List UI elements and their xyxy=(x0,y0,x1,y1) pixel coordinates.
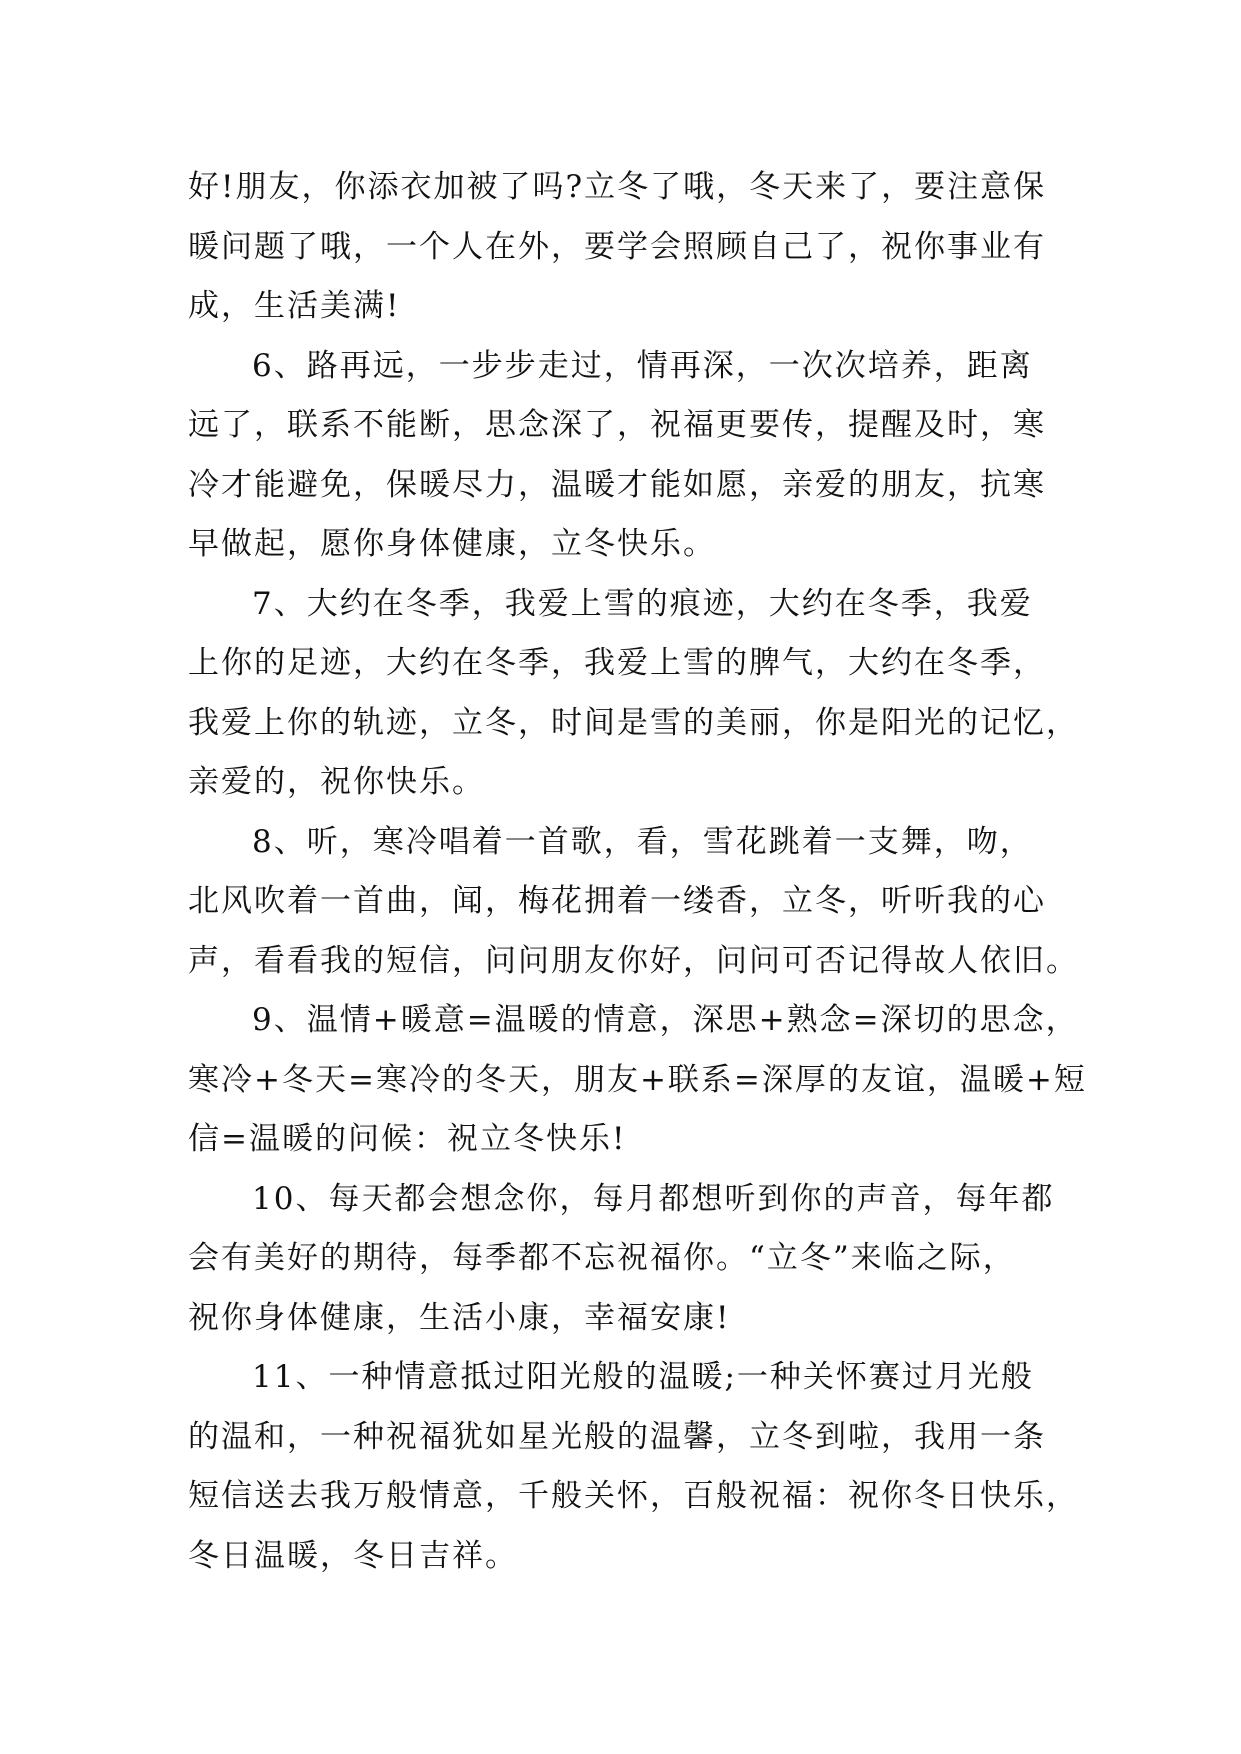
text-line: 成，生活美满! xyxy=(188,288,401,324)
text-line: 会有美好的期待，每季都不忘祝福你。“立冬”来临之际， xyxy=(188,1240,1016,1276)
paragraph-first-line: 9、温情+暖意=温暖的情意，深思+熟念=深切的思念， xyxy=(252,1002,1079,1038)
text-line: 亲爱的，祝你快乐。 xyxy=(188,764,485,800)
paragraph-first-line: 7、大约在冬季，我爱上雪的痕迹，大约在冬季，我爱 xyxy=(252,585,1033,622)
text-line: 北风吹着一首曲，闻，梅花拥着一缕香，立冬，听听我的心 xyxy=(188,883,1046,919)
text-line: 信=温暖的问候：祝立冬快乐! xyxy=(188,1121,627,1157)
paragraph-first-line: 11、一种情意抵过阳光般的温暖;一种关怀赛过月光般 xyxy=(252,1359,1034,1395)
text-line: 声，看看我的短信，问问朋友你好，问问可否记得故人依旧。 xyxy=(188,942,1079,979)
paragraph-first-line: 8、听，寒冷唱着一首歌，看，雪花跳着一支舞，吻， xyxy=(252,823,1033,860)
paragraph-first-line: 6、路再远，一步步走过，情再深，一次次培养，距离 xyxy=(252,347,1033,384)
document-body xyxy=(188,158,1087,1586)
text-line: 冷才能避免，保暖尽力，温暖才能如愿，亲爱的朋友，抗寒 xyxy=(188,466,1046,503)
text-line: 冬日温暖，冬日吉祥。 xyxy=(188,1537,518,1574)
paragraph-first-line: 10、每天都会想念你，每月都想听到你的声音，每年都 xyxy=(252,1180,1055,1217)
text-line: 祝你身体健康，生活小康，幸福安康! xyxy=(188,1299,731,1336)
text-line: 上你的足迹，大约在冬季，我爱上雪的脾气，大约在冬季， xyxy=(188,645,1046,681)
text-line: 早做起，愿你身体健康，立冬快乐。 xyxy=(188,526,716,562)
text-line: 短信送去我万般情意，千般关怀，百般祝福：祝你冬日快乐， xyxy=(188,1478,1079,1514)
text-line: 好!朋友，你添衣加被了吗?立冬了哦，冬天来了，要注意保 xyxy=(188,169,1047,205)
text-line: 远了，联系不能断，思念深了，祝福更要传，提醒及时，寒 xyxy=(188,407,1046,443)
text-line: 我爱上你的轨迹，立冬，时间是雪的美丽，你是阳光的记忆， xyxy=(188,704,1079,741)
text-line: 暖问题了哦，一个人在外，要学会照顾自己了，祝你事业有 xyxy=(188,228,1046,265)
text-line: 的温和，一种祝福犹如星光般的温馨，立冬到啦，我用一条 xyxy=(188,1418,1046,1455)
text-line: 寒冷+冬天=寒冷的冬天，朋友+联系=深厚的友谊，温暖+短 xyxy=(188,1061,1087,1098)
